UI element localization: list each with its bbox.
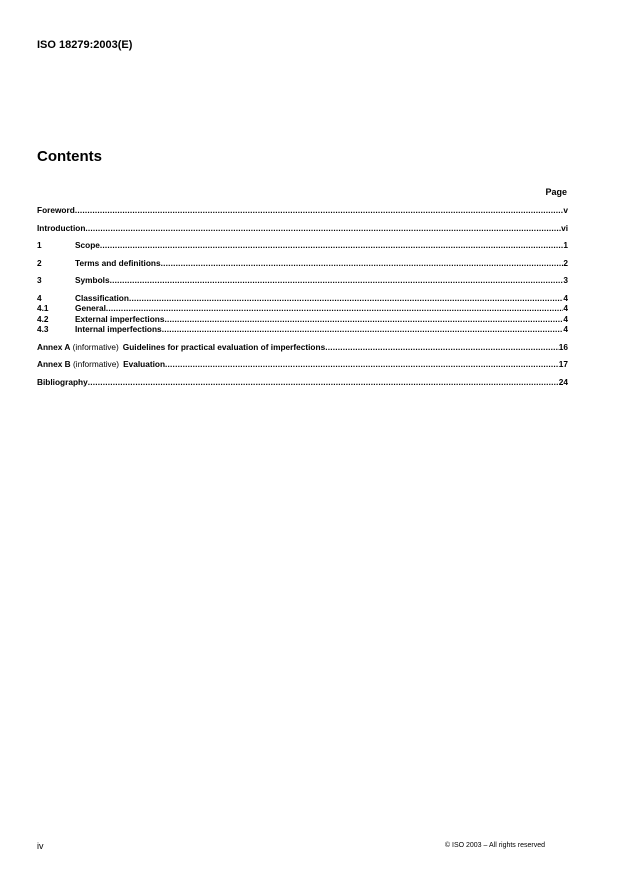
toc-entry-symbols[interactable] xyxy=(37,275,568,286)
annex-label: Annex B xyxy=(37,359,71,369)
leader-dots xyxy=(106,303,563,314)
toc-entry-number: 4.2 xyxy=(37,313,49,324)
toc-entry-annex-b[interactable] xyxy=(37,359,568,370)
toc-entry-label: External imperfections xyxy=(75,313,165,324)
leader-dots xyxy=(75,205,564,216)
toc-entry-page: 4 xyxy=(563,313,568,324)
leader-dots xyxy=(110,275,564,286)
leader-dots xyxy=(100,240,563,251)
toc-entry-label: Introduction xyxy=(37,222,86,233)
toc-entry-page: 1 xyxy=(563,240,568,250)
toc-entry-label: Scope xyxy=(75,240,100,250)
leader-dots xyxy=(164,314,563,325)
toc-entry-page: 4 xyxy=(563,324,568,334)
toc-entry-number: 1 xyxy=(37,240,42,250)
toc-entry-label: Internal imperfections xyxy=(75,324,162,334)
toc-entry-general[interactable] xyxy=(37,303,568,314)
annex-type: (informative) xyxy=(72,359,120,369)
page-number: iv xyxy=(37,841,44,851)
toc-entry-number: 3 xyxy=(37,275,42,285)
toc-entry-page: vi xyxy=(561,222,568,233)
annex-label: Annex A xyxy=(37,341,71,352)
toc-entry-label: Bibliography xyxy=(37,376,88,387)
toc-entry-number: 4 xyxy=(37,292,42,303)
leader-dots xyxy=(88,377,559,388)
toc-entry-internal-imperfections[interactable] xyxy=(37,324,568,335)
leader-dots xyxy=(161,258,564,269)
toc-entry-number: 4.1 xyxy=(37,303,49,313)
toc-entry-label: Symbols xyxy=(75,275,110,285)
page-column-label: Page xyxy=(545,187,567,197)
table-of-contents xyxy=(37,205,568,387)
toc-entry-label: Classification xyxy=(75,292,129,303)
toc-entry-number: 4.3 xyxy=(37,324,49,334)
toc-entry-label: Foreword xyxy=(37,205,75,215)
annex-type: (informative) xyxy=(72,341,119,352)
toc-entry-annex-a[interactable] xyxy=(37,342,568,353)
toc-entry-external-imperfections[interactable] xyxy=(37,314,568,325)
leader-dots xyxy=(165,359,559,370)
toc-entry-page: 3 xyxy=(563,275,568,285)
toc-entry-foreword[interactable] xyxy=(37,205,568,216)
toc-entry-page: 4 xyxy=(563,303,568,313)
leader-dots xyxy=(129,293,563,304)
leader-dots xyxy=(162,324,564,335)
toc-entry-classification[interactable] xyxy=(37,293,568,304)
document-id: ISO 18279:2003(E) xyxy=(37,39,133,51)
annex-title: Guidelines for practical evaluation of imperfections xyxy=(122,341,326,352)
toc-entry-introduction[interactable] xyxy=(37,223,568,234)
toc-entry-label: General xyxy=(75,303,106,313)
toc-entry-page: 17 xyxy=(558,359,568,369)
toc-entry-bibliography[interactable] xyxy=(37,377,568,388)
toc-entry-scope[interactable] xyxy=(37,240,568,251)
toc-entry-terms[interactable] xyxy=(37,258,568,269)
toc-entry-number: 2 xyxy=(37,257,42,268)
toc-entry-page: 16 xyxy=(558,341,568,352)
annex-title: Evaluation xyxy=(123,359,166,369)
contents-title: Contents xyxy=(37,148,102,165)
copyright-notice: © ISO 2003 – All rights reserved xyxy=(444,842,545,849)
toc-entry-page: v xyxy=(563,205,568,215)
leader-dots xyxy=(325,342,559,353)
toc-entry-label: Terms and definitions xyxy=(75,257,161,268)
leader-dots xyxy=(85,223,561,234)
toc-entry-page: 24 xyxy=(558,376,568,387)
toc-entry-page: 2 xyxy=(563,257,568,268)
toc-entry-page: 4 xyxy=(563,292,568,303)
